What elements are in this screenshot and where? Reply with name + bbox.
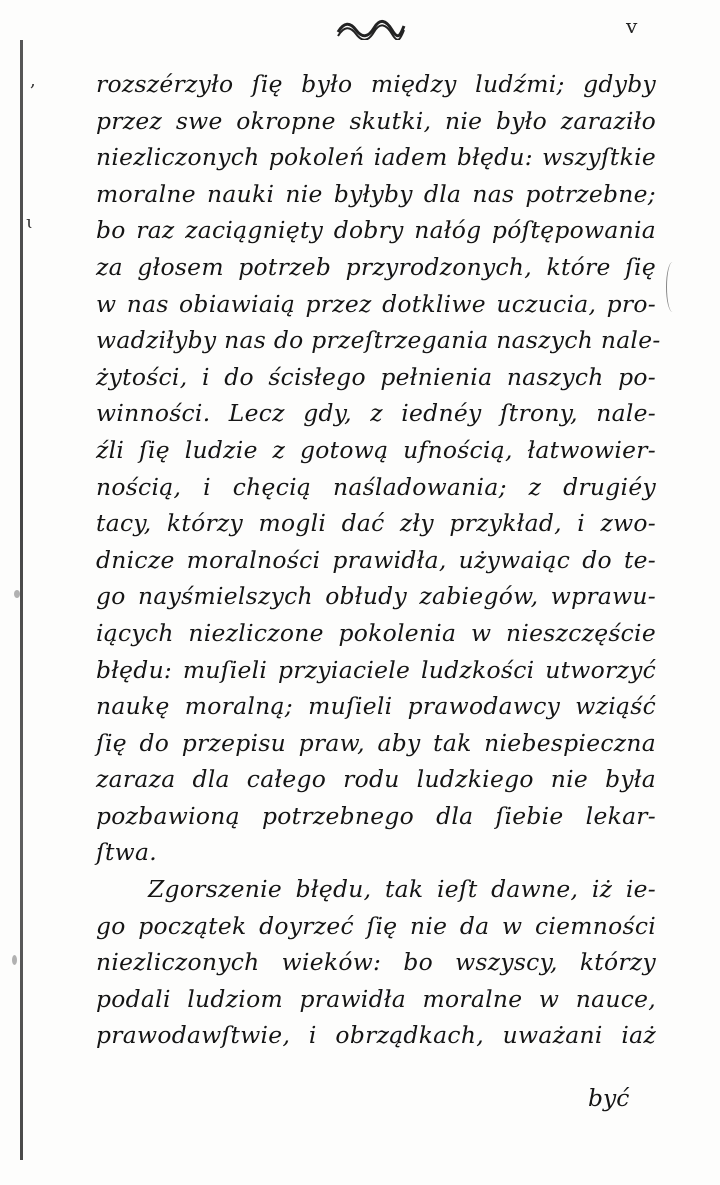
catchword: być — [588, 1084, 630, 1112]
text-line: błędu: muſieli przyiaciele ludzkości utworzyć — [96, 655, 656, 684]
margin-mark: , — [30, 70, 36, 91]
ink-speck — [12, 955, 17, 965]
text-line: bo raz zaciągnięty dobry nałóg póſtępowania — [96, 216, 656, 245]
text-line: niezliczonych pokoleń iadem błędu: wszyſtkie — [96, 143, 656, 172]
text-line: pozbawioną potrzebnego dla ſiebie lekar- — [96, 801, 656, 830]
text-line: naukę moralną; muſieli prawodawcy wziąść — [96, 692, 656, 721]
ink-speck — [14, 590, 20, 598]
binding-edge-line — [20, 40, 23, 1160]
text-line: rozszérzyło ſię było między ludźmi; gdyby — [96, 70, 656, 98]
text-line: go nayśmielszych obłudy zabiegów, wprawu- — [96, 582, 656, 611]
text-line: za głosem potrzeb przyrodzonych, które ſię — [96, 252, 656, 281]
text-line: go początek doyrzeć ſię nie da w ciemności — [96, 911, 656, 940]
ornament-squiggle-icon — [336, 18, 406, 40]
paragraph-end-line: ſtwa. — [96, 838, 157, 867]
text-line: zaraza dla całego rodu ludzkiego nie była — [96, 765, 656, 794]
text-line: przez swe okropne skutki, nie było zaraziło — [96, 106, 656, 135]
body-text — [96, 66, 661, 1054]
text-line: tacy, którzy mogli dać zły przykład, i zwo- — [96, 509, 656, 538]
text-line: ſię do przepisu praw, aby tak niebespieczna — [96, 728, 656, 757]
text-line: w nas obiawiaią przez dotkliwe uczucia, pro- — [96, 289, 656, 318]
paragraph-first-line: Zgorszenie błędu, tak ieſt dawne, iż ie- — [148, 875, 656, 904]
text-line: podali ludziom prawidła moralne w nauce, — [96, 984, 656, 1013]
text-line: prawodawſtwie, i obrządkach, uważani iaż — [96, 1021, 656, 1050]
text-line: wadziłyby nas do przeſtrzegania naszych nale- — [96, 326, 661, 355]
text-line: źli ſię ludzie z gotową ufnością, łatwowier- — [96, 435, 656, 464]
text-line: żytości, i do ścisłego pełnienia naszych po- — [96, 362, 656, 391]
pencil-margin-mark — [666, 262, 679, 312]
page-number: v — [626, 14, 638, 38]
text-line: niezliczonych wieków: bo wszyscy, którzy — [96, 948, 656, 977]
margin-mark: ɩ — [26, 212, 34, 233]
text-line: nością, i chęcią naśladowania; z drugiéy — [96, 472, 656, 501]
text-line: moralne nauki nie byłyby dla nas potrzebne; — [96, 179, 656, 208]
text-line: winności. Lecz gdy, z iednéy ſtrony, nale- — [96, 399, 656, 428]
text-line: iących niezliczone pokolenia w nieszczęście — [96, 618, 656, 647]
text-line: dnicze moralności prawidła, używaiąc do te- — [96, 545, 656, 574]
